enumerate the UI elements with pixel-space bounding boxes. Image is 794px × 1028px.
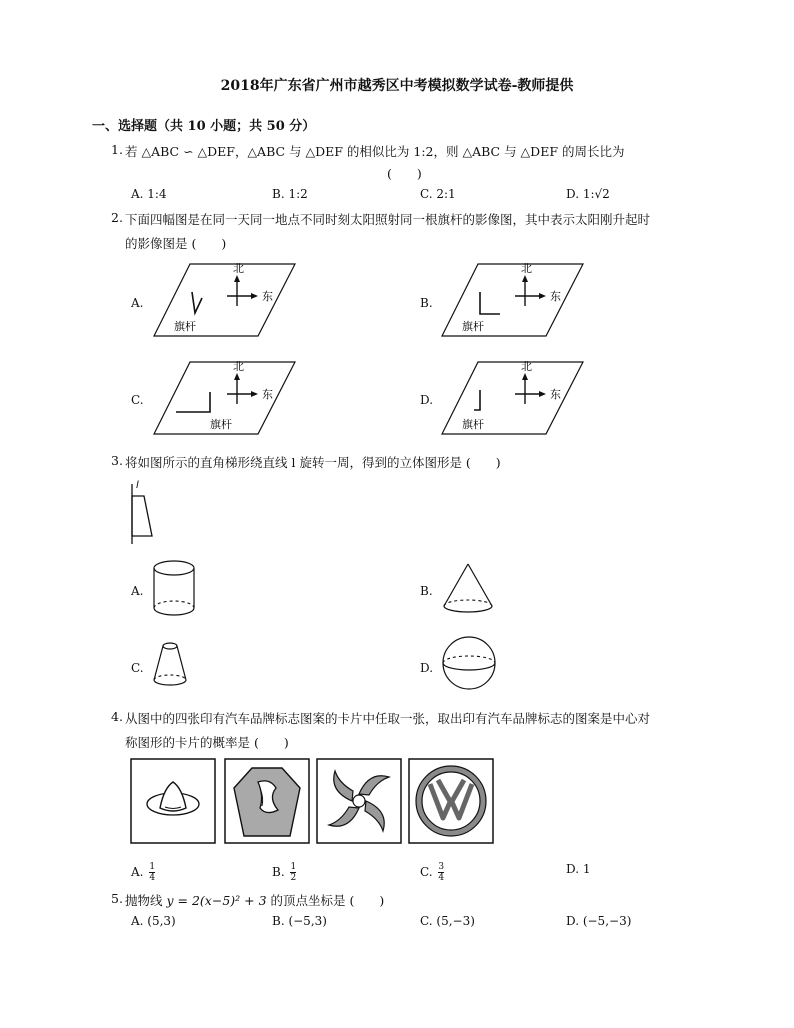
q1-option-a[interactable]: A. 1:4 [131, 187, 167, 201]
section-heading: 一、选择题（共 10 小题；共 50 分） [92, 119, 316, 134]
pole-label: 旗杆 [462, 418, 484, 431]
q4-option-c-label: C. [420, 865, 433, 879]
q4-option-a-label: A. [131, 865, 144, 879]
frustum-icon[interactable] [150, 638, 190, 690]
question-2-number: 2. [111, 210, 123, 225]
q2-figure-c[interactable] [150, 356, 300, 438]
question-4-number: 4. [111, 709, 123, 724]
fraction-denominator: 4 [438, 873, 445, 883]
sphere-icon[interactable] [440, 634, 500, 694]
q4-option-b[interactable] [272, 862, 296, 883]
q1-option-c[interactable]: C. 2:1 [420, 187, 456, 201]
question-1-number: 1. [111, 142, 123, 157]
pole-label: 旗杆 [462, 320, 484, 333]
east-label: 东 [550, 388, 561, 401]
question-5-number: 5. [111, 891, 123, 906]
pole-label: 旗杆 [210, 418, 232, 431]
east-label: 东 [550, 290, 561, 303]
east-label: 东 [262, 290, 273, 303]
question-2-line1: 下面四幅图是在同一天同一地点不同时刻太阳照射同一根旗杆的影像图，其中表示太阳刚升起时 [125, 212, 651, 227]
q3-trapezoid-figure [124, 478, 164, 548]
fraction-denominator: 2 [290, 873, 297, 883]
pole-label: 旗杆 [174, 320, 196, 333]
q5-formula: y = 2(x−5)² + 3 [166, 893, 267, 908]
q4-option-a[interactable] [131, 862, 155, 883]
north-label: 北 [521, 262, 532, 275]
east-label: 东 [262, 388, 273, 401]
q5-option-b[interactable]: B. (−5,3) [272, 914, 327, 928]
q2-figure-b[interactable] [438, 258, 588, 340]
question-5-text [125, 891, 384, 909]
fraction-numerator: 1 [290, 862, 297, 872]
card-3-logo-icon[interactable] [316, 758, 402, 844]
question-1-paren: ( ) [387, 166, 422, 181]
q2-figure-a[interactable] [150, 258, 300, 340]
north-label: 北 [233, 262, 244, 275]
q2-option-d-label[interactable]: D. [420, 393, 434, 407]
question-2-line2: 的影像图是 ( ) [125, 236, 227, 251]
north-label: 北 [521, 360, 532, 373]
card-2-logo-icon[interactable] [224, 758, 310, 844]
q3-option-c-label[interactable]: C. [131, 661, 144, 675]
q1-option-d[interactable]: D. 1:√2 [566, 187, 610, 201]
q2-option-c-label[interactable]: C. [131, 393, 144, 407]
q4-option-d[interactable]: D. 1 [566, 862, 591, 876]
q5-text-pre: 抛物线 [125, 893, 163, 908]
q5-option-c[interactable]: C. (5,−3) [420, 914, 475, 928]
q4-option-c[interactable] [420, 862, 444, 883]
q5-text-post: 的顶点坐标是 ( ) [270, 893, 385, 908]
q3-option-d-label[interactable]: D. [420, 661, 434, 675]
page-title: 2018年广东省广州市越秀区中考模拟数学试卷-教师提供 [220, 78, 574, 94]
question-4-line2: 称图形的卡片的概率是 ( ) [125, 735, 289, 750]
card-4-vw-logo-icon[interactable] [408, 758, 494, 844]
fraction-numerator: 1 [149, 862, 156, 872]
q5-option-a[interactable]: A. (5,3) [131, 914, 176, 928]
question-1-text: 若 △ABC ∽ △DEF，△ABC 与 △DEF 的相似比为 1:2，则 △ABC 与 △DEF 的周长比为 [125, 144, 625, 159]
fraction-denominator: 4 [149, 873, 156, 883]
question-3-text: 将如图所示的直角梯形绕直线 l 旋转一周，得到的立体图形是 ( ) [125, 455, 501, 470]
card-1-logo-icon[interactable] [130, 758, 216, 844]
question-3-number: 3. [111, 453, 123, 468]
q3-option-b-label[interactable]: B. [420, 584, 433, 598]
cylinder-icon[interactable] [150, 556, 200, 620]
question-4-line1: 从图中的四张印有汽车品牌标志图案的卡片中任取一张，取出印有汽车品牌标志的图案是中心对 [125, 711, 651, 726]
q1-option-b[interactable]: B. 1:2 [272, 187, 308, 201]
fraction-numerator: 3 [438, 862, 445, 872]
q2-option-a-label[interactable]: A. [131, 296, 144, 310]
q5-option-d[interactable]: D. (−5,−3) [566, 914, 632, 928]
q4-option-b-label: B. [272, 865, 285, 879]
north-label: 北 [233, 360, 244, 373]
axis-l-label: l [136, 480, 139, 491]
cone-icon[interactable] [440, 560, 496, 618]
q2-option-b-label[interactable]: B. [420, 296, 433, 310]
q2-figure-d[interactable] [438, 356, 588, 438]
q3-option-a-label[interactable]: A. [131, 584, 144, 598]
